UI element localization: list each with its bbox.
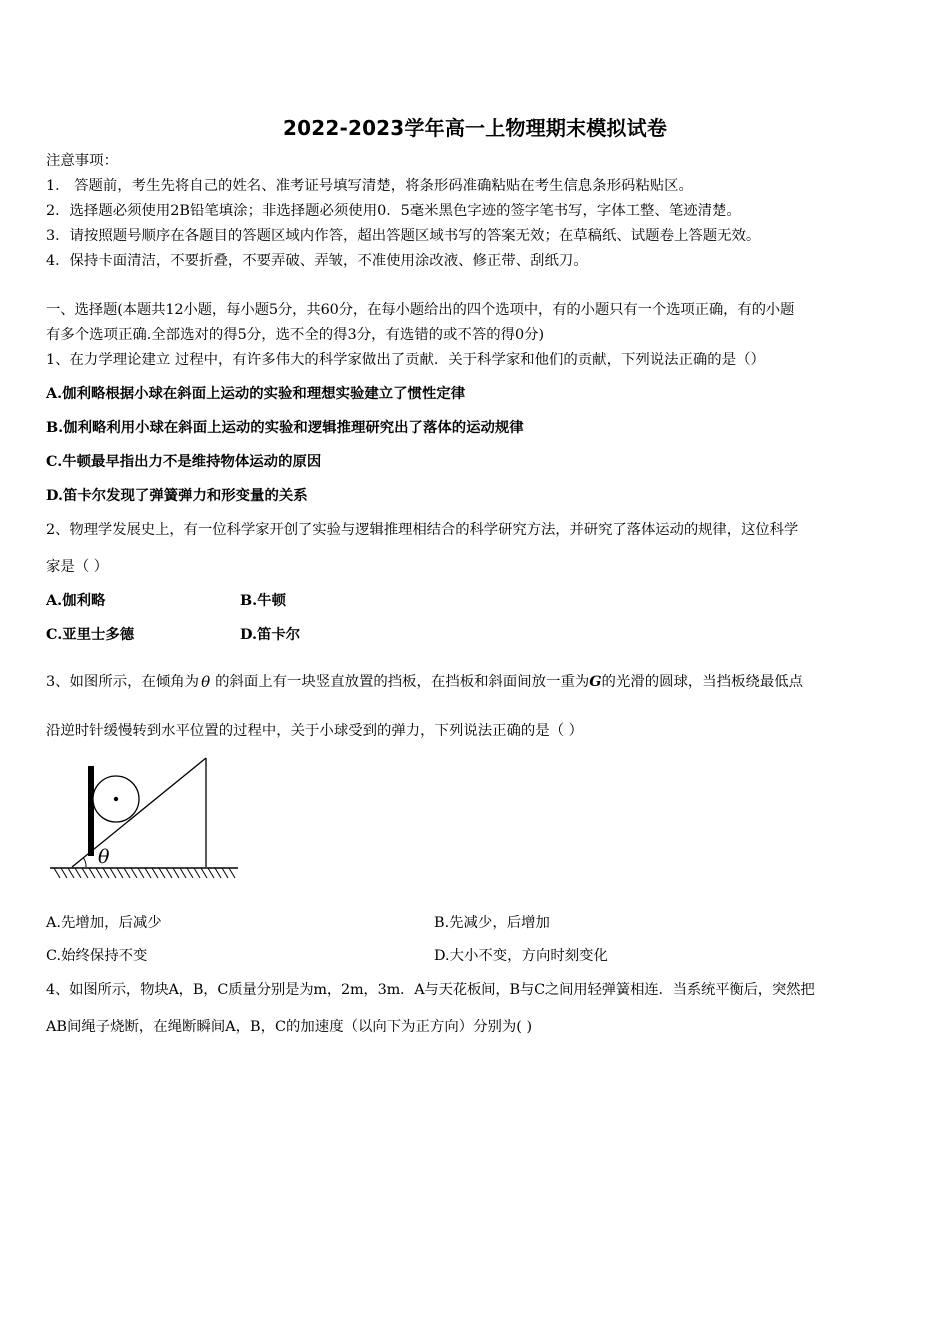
- angle-arc: [83, 858, 86, 867]
- incline-figure: [46, 752, 246, 886]
- section-heading-line-2: 有多个选项正确.全部选对的得5分，选不全的得3分，有选错的或不答的得0分): [46, 327, 545, 343]
- q2-option-a: A.伽利略: [46, 592, 106, 609]
- q3-stem-part-2: 的斜面上有一块竖直放置的挡板，在挡板和斜面间放一重为: [215, 674, 590, 690]
- theta-symbol: θ: [201, 673, 211, 691]
- ball-center: [114, 797, 118, 801]
- q2-stem-line-2: 家是（ ）: [46, 559, 109, 575]
- q4-stem-line-2: AB间绳子烧断，在绳断瞬间A，B，C的加速度（以向下为正方向）分别为( ): [46, 1019, 533, 1035]
- q2-option-d: D.笛卡尔: [240, 626, 301, 643]
- section-heading-line-1: 一、选择题(本题共12小题，每小题5分，共60分，在每小题给出的四个选项中，有的小题只有一个选项正确，有的小题: [46, 302, 795, 318]
- notice-item-3: 3．请按照题号顺序在各题目的答题区域内作答，超出答题区域书写的答案无效；在草稿纸、试题卷上答题无效。: [46, 228, 761, 244]
- q3-option-c: C.始终保持不变: [46, 948, 148, 964]
- q1-option-d: D.笛卡尔发现了弹簧弹力和形变量的关系: [46, 487, 308, 504]
- notice-item-2: 2．选择题必须使用2B铅笔填涂；非选择题必须使用0．5毫米黑色字迹的签字笔书写，字体工整、笔迹清楚。: [46, 203, 741, 219]
- q3-stem-part-3: 的光滑的圆球，当挡板绕最低点: [601, 674, 804, 690]
- q3-option-a: A.先增加，后减少: [46, 915, 162, 931]
- q1-stem: 1、在力学理论建立 过程中，有许多伟大的科学家做出了贡献．关于科学家和他们的贡献，下列说法正确的是（）: [46, 352, 765, 368]
- incline-diagram: [46, 752, 246, 882]
- q3-stem-line-2: 沿逆时针缓慢转到水平位置的过程中，关于小球受到的弹力，下列说法正确的是（ ）: [46, 723, 584, 739]
- q2-stem-line-1: 2、物理学发展史上，有一位科学家开创了实验与逻辑推理相结合的科学研究方法，并研究了落体运动的规律，这位科学: [46, 522, 799, 538]
- ground-hatching: [54, 868, 235, 878]
- q3-stem-part-1: 3、如图所示，在倾角为: [46, 674, 200, 690]
- q3-option-b: B.先减少，后增加: [434, 915, 550, 931]
- page-title: 2022-2023学年高一上物理期末模拟试卷: [282, 116, 668, 140]
- notice-item-1: 1． 答题前，考生先将自己的姓名、准考证号填写清楚，将条形码准确粘贴在考生信息条形码粘贴区。: [46, 178, 693, 194]
- notice-heading: 注意事项：: [46, 153, 118, 169]
- q1-option-c: C.牛顿最早指出力不是维持物体运动的原因: [46, 453, 322, 470]
- vertical-board: [88, 766, 94, 856]
- q2-option-b: B.牛顿: [240, 592, 286, 609]
- notice-item-4: 4．保持卡面清洁，不要折叠，不要弄破、弄皱，不准使用涂改液、修正带、刮纸刀。: [46, 253, 588, 269]
- q3-stem-line-1: [46, 672, 803, 692]
- q1-option-b: B.伽利略利用小球在斜面上运动的实验和逻辑推理研究出了落体的运动规律: [46, 419, 524, 436]
- q2-option-c: C.亚里士多德: [46, 626, 135, 643]
- theta-label: θ: [98, 846, 110, 868]
- q4-stem-line-1: 4、如图所示，物块A，B，C质量分别是为m，2m，3m．A与天花板间，B与C之间用轻弹簧相连．当系统平衡后，突然把: [46, 982, 815, 998]
- q3-option-d: D.大小不变，方向时刻变化: [434, 948, 608, 964]
- weight-symbol: G: [589, 673, 602, 690]
- q1-option-a: A.伽利略根据小球在斜面上运动的实验和理想实验建立了惯性定律: [46, 385, 466, 402]
